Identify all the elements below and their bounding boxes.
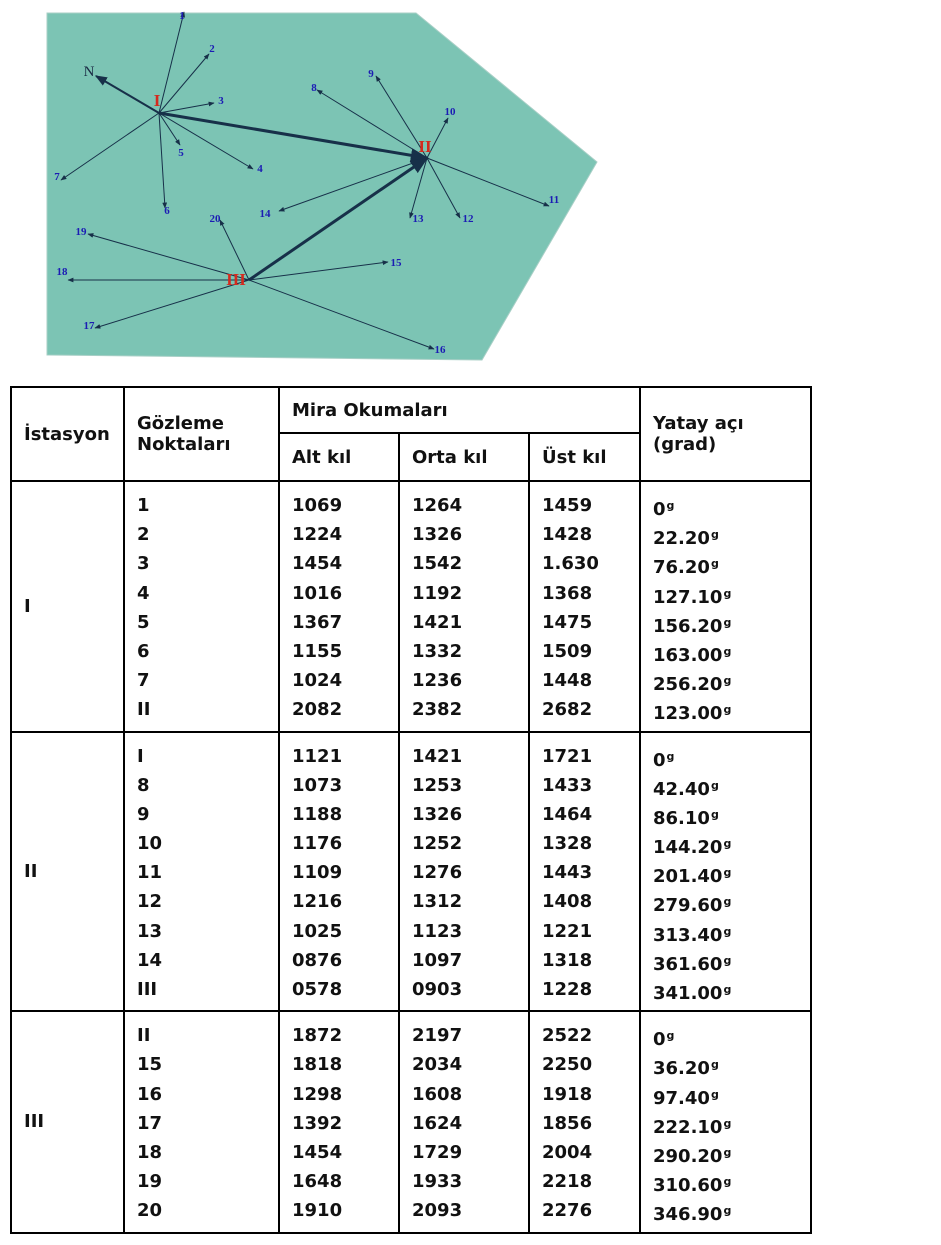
point-label-19: 19 [75,226,87,238]
angle-value [653,1167,798,1196]
upper-column-cell [529,732,640,1012]
angle-number: 0 [653,1029,666,1051]
point-value: 11 [137,862,163,884]
middle-value: 1326 [412,803,463,825]
angle-value [653,520,798,549]
middle-value: 1312 [412,891,463,913]
upper-value: 1221 [542,920,593,942]
upper-value: 1368 [542,582,593,604]
middle-column-cell [399,732,529,1012]
angle-value [653,637,798,666]
upper-value: 1318 [542,949,593,971]
upper-value: 1408 [542,891,593,913]
lower-column-cell [279,732,399,1012]
lower-column-cell [279,481,399,732]
grad-unit: g [723,953,732,967]
grad-unit: g [710,528,719,542]
grad-unit: g [723,895,732,909]
angle-number: 222.10 [653,1116,723,1138]
station-label-I: I [153,91,161,110]
lower-value: 1025 [292,920,343,942]
angle-number: 279.60 [653,895,723,917]
upper-value: 2004 [542,1141,593,1163]
angle-number: 0 [653,749,666,771]
angle-value [653,771,798,800]
point-label-14: 14 [259,208,271,220]
middle-value: 0903 [412,979,463,1000]
point-label-6: 6 [164,205,170,217]
middle-value: 1264 [412,495,463,516]
middle-value: 1236 [412,670,463,692]
point-label-12: 12 [462,213,474,225]
station-group-row [11,732,811,1012]
header-angle [640,387,811,481]
lower-value: 1024 [292,670,343,692]
angle-column-cell [640,1011,811,1232]
grad-unit: g [710,1058,719,1072]
lower-value: 1818 [292,1054,343,1076]
angle-number: 123.00 [653,703,723,725]
angle-value [653,549,798,578]
header-station: İstasyon [11,387,124,481]
angle-column-cell [640,481,811,732]
angle-number: 144.20 [653,837,723,859]
header-points-line2: Noktaları [137,434,231,455]
point-value: 3 [137,553,150,575]
header-points-line1: Gözleme [137,413,224,434]
grad-unit: g [723,703,732,717]
header-angle-line2: (grad) [653,434,717,455]
lower-value: 1367 [292,611,343,633]
upper-value: 1721 [542,745,593,767]
point-label-7: 7 [54,171,60,183]
station-group-row [11,1011,811,1232]
lower-value: 1454 [292,553,343,575]
middle-value: 2197 [412,1025,463,1047]
point-column-cell [124,732,279,1012]
angle-number: 163.00 [653,644,723,666]
point-label-9: 9 [368,68,374,80]
middle-value: 1253 [412,774,463,796]
survey-area [47,13,597,360]
lower-value: 1910 [292,1200,343,1222]
lower-value: 1109 [292,862,343,884]
middle-value: 1624 [412,1112,463,1134]
upper-value: 2682 [542,699,593,721]
upper-value: 1475 [542,611,593,633]
middle-value: 1542 [412,553,463,575]
lower-value: 1392 [292,1112,343,1134]
angle-value [653,946,798,975]
point-column-cell [124,481,279,732]
lower-value: 1872 [292,1025,343,1047]
upper-value: 1464 [542,803,593,825]
point-value: 16 [137,1083,163,1105]
point-label-5: 5 [178,147,184,159]
middle-value: 1421 [412,745,463,767]
upper-value: 1459 [542,495,593,516]
middle-value: 1326 [412,524,463,546]
middle-value: 1192 [412,582,463,604]
grad-unit: g [723,1204,732,1218]
point-label-10: 10 [444,106,456,118]
lower-value: 1176 [292,833,343,855]
middle-value: 1332 [412,640,463,662]
angle-value [653,1109,798,1138]
angle-value [653,695,798,724]
middle-value: 1097 [412,949,463,971]
point-value: 14 [137,949,163,971]
lower-value: 2082 [292,699,343,721]
angle-value [653,1196,798,1225]
station-cell: III [11,1011,124,1232]
grad-unit: g [723,837,732,851]
station-group-row [11,481,811,732]
observation-table [10,386,812,1234]
point-label-11: 11 [548,194,560,206]
point-label-18: 18 [56,266,68,278]
header-readings: Mira Okumaları [279,387,640,433]
point-value: II [137,1025,151,1047]
point-value: 8 [137,774,150,796]
middle-value: 2382 [412,699,463,721]
upper-value: 1856 [542,1112,593,1134]
grad-unit: g [723,1175,732,1189]
lower-value: 1016 [292,582,343,604]
angle-number: 256.20 [653,674,723,696]
lower-value: 1224 [292,524,343,546]
grad-unit: g [723,866,732,880]
angle-value [653,1021,798,1050]
grad-unit: g [710,778,719,792]
angle-number: 346.90 [653,1204,723,1226]
grad-unit: g [723,586,732,600]
point-label-4: 4 [257,163,263,175]
middle-value: 2034 [412,1054,463,1076]
header-points [124,387,279,481]
middle-value: 1421 [412,611,463,633]
angle-number: 313.40 [653,924,723,946]
angle-number: 86.10 [653,807,710,829]
point-label-20: 20 [209,213,221,225]
point-label-1: 1 [179,10,185,22]
angle-number: 201.40 [653,866,723,888]
angle-number: 22.20 [653,528,710,550]
point-label-8: 8 [311,82,317,94]
point-value: I [137,745,144,767]
point-label-3: 3 [218,95,224,107]
upper-value: 1443 [542,862,593,884]
upper-value: 1228 [542,979,593,1000]
lower-value: 1155 [292,640,343,662]
angle-value [653,975,798,1004]
upper-value: 2276 [542,1200,593,1222]
angle-value [653,579,798,608]
point-label-17: 17 [83,320,95,332]
grad-unit: g [710,807,719,821]
point-value: 10 [137,833,163,855]
point-value: II [137,699,151,721]
lower-value: 0578 [292,979,343,1000]
grad-unit: g [710,1087,719,1101]
point-value: 9 [137,803,150,825]
point-label-16: 16 [434,344,446,356]
point-value: 1 [137,495,150,516]
angle-number: 361.60 [653,953,723,975]
grad-unit: g [723,674,732,688]
station-cell: I [11,481,124,732]
north-label: N [83,64,95,80]
angle-number: 290.20 [653,1145,723,1167]
angle-value [653,1050,798,1079]
angle-number: 127.10 [653,586,723,608]
point-label-2: 2 [209,43,215,55]
angle-number: 0 [653,499,666,520]
angle-value [653,608,798,637]
grad-unit: g [723,615,732,629]
point-label-15: 15 [390,257,402,269]
header-middle: Orta kıl [399,433,529,481]
header-angle-line1: Yatay açı [653,413,744,434]
middle-value: 1252 [412,833,463,855]
station-cell: II [11,732,124,1012]
middle-value: 1729 [412,1141,463,1163]
upper-value: 1328 [542,833,593,855]
header-lower: Alt kıl [279,433,399,481]
middle-value: 1608 [412,1083,463,1105]
lower-value: 1121 [292,745,343,767]
lower-value: 1069 [292,495,343,516]
middle-value: 1933 [412,1171,463,1193]
lower-value: 1298 [292,1083,343,1105]
angle-value [653,1138,798,1167]
point-value: 12 [137,891,163,913]
point-value: 5 [137,611,150,633]
point-value: 15 [137,1054,163,1076]
lower-value: 1454 [292,1141,343,1163]
angle-value [653,800,798,829]
angle-value [653,666,798,695]
angle-column-cell [640,732,811,1012]
grad-unit: g [723,1145,732,1159]
middle-column-cell [399,481,529,732]
grad-unit: g [723,983,732,996]
angle-number: 42.40 [653,778,710,800]
upper-value: 1448 [542,670,593,692]
station-label-II: II [418,137,432,156]
angle-value [653,1080,798,1109]
grad-unit: g [710,557,719,571]
grad-unit: g [666,749,675,763]
lower-value: 1188 [292,803,343,825]
angle-number: 97.40 [653,1087,710,1109]
middle-value: 1123 [412,920,463,942]
point-value: III [137,979,158,1000]
angle-value [653,917,798,946]
angle-number: 76.20 [653,557,710,579]
upper-value: 1.630 [542,553,599,575]
angle-value [653,742,798,771]
point-value: 6 [137,640,150,662]
angle-number: 341.00 [653,983,723,1004]
lower-column-cell [279,1011,399,1232]
point-value: 4 [137,582,150,604]
lower-value: 1648 [292,1171,343,1193]
point-value: 2 [137,524,150,546]
traverse-diagram [0,0,941,370]
lower-value: 0876 [292,949,343,971]
point-value: 17 [137,1112,163,1134]
point-value: 20 [137,1200,163,1222]
grad-unit: g [666,1029,675,1043]
header-upper: Üst kıl [529,433,640,481]
grad-unit: g [723,644,732,658]
upper-value: 1428 [542,524,593,546]
grad-unit: g [666,499,675,512]
upper-value: 2218 [542,1171,593,1193]
point-value: 7 [137,670,150,692]
point-label-13: 13 [412,213,424,225]
angle-number: 156.20 [653,615,723,637]
lower-value: 1216 [292,891,343,913]
upper-column-cell [529,481,640,732]
angle-value [653,491,798,520]
angle-number: 310.60 [653,1175,723,1197]
angle-value [653,858,798,887]
upper-value: 1918 [542,1083,593,1105]
point-value: 19 [137,1171,163,1193]
middle-value: 1276 [412,862,463,884]
station-label-III: III [226,270,246,289]
angle-value [653,829,798,858]
upper-value: 1433 [542,774,593,796]
upper-column-cell [529,1011,640,1232]
grad-unit: g [723,1116,732,1130]
point-value: 13 [137,920,163,942]
upper-value: 1509 [542,640,593,662]
upper-value: 2250 [542,1054,593,1076]
angle-value [653,887,798,916]
middle-column-cell [399,1011,529,1232]
angle-number: 36.20 [653,1058,710,1080]
point-value: 18 [137,1141,163,1163]
lower-value: 1073 [292,774,343,796]
grad-unit: g [723,924,732,938]
middle-value: 2093 [412,1200,463,1222]
upper-value: 2522 [542,1025,593,1047]
point-column-cell [124,1011,279,1232]
